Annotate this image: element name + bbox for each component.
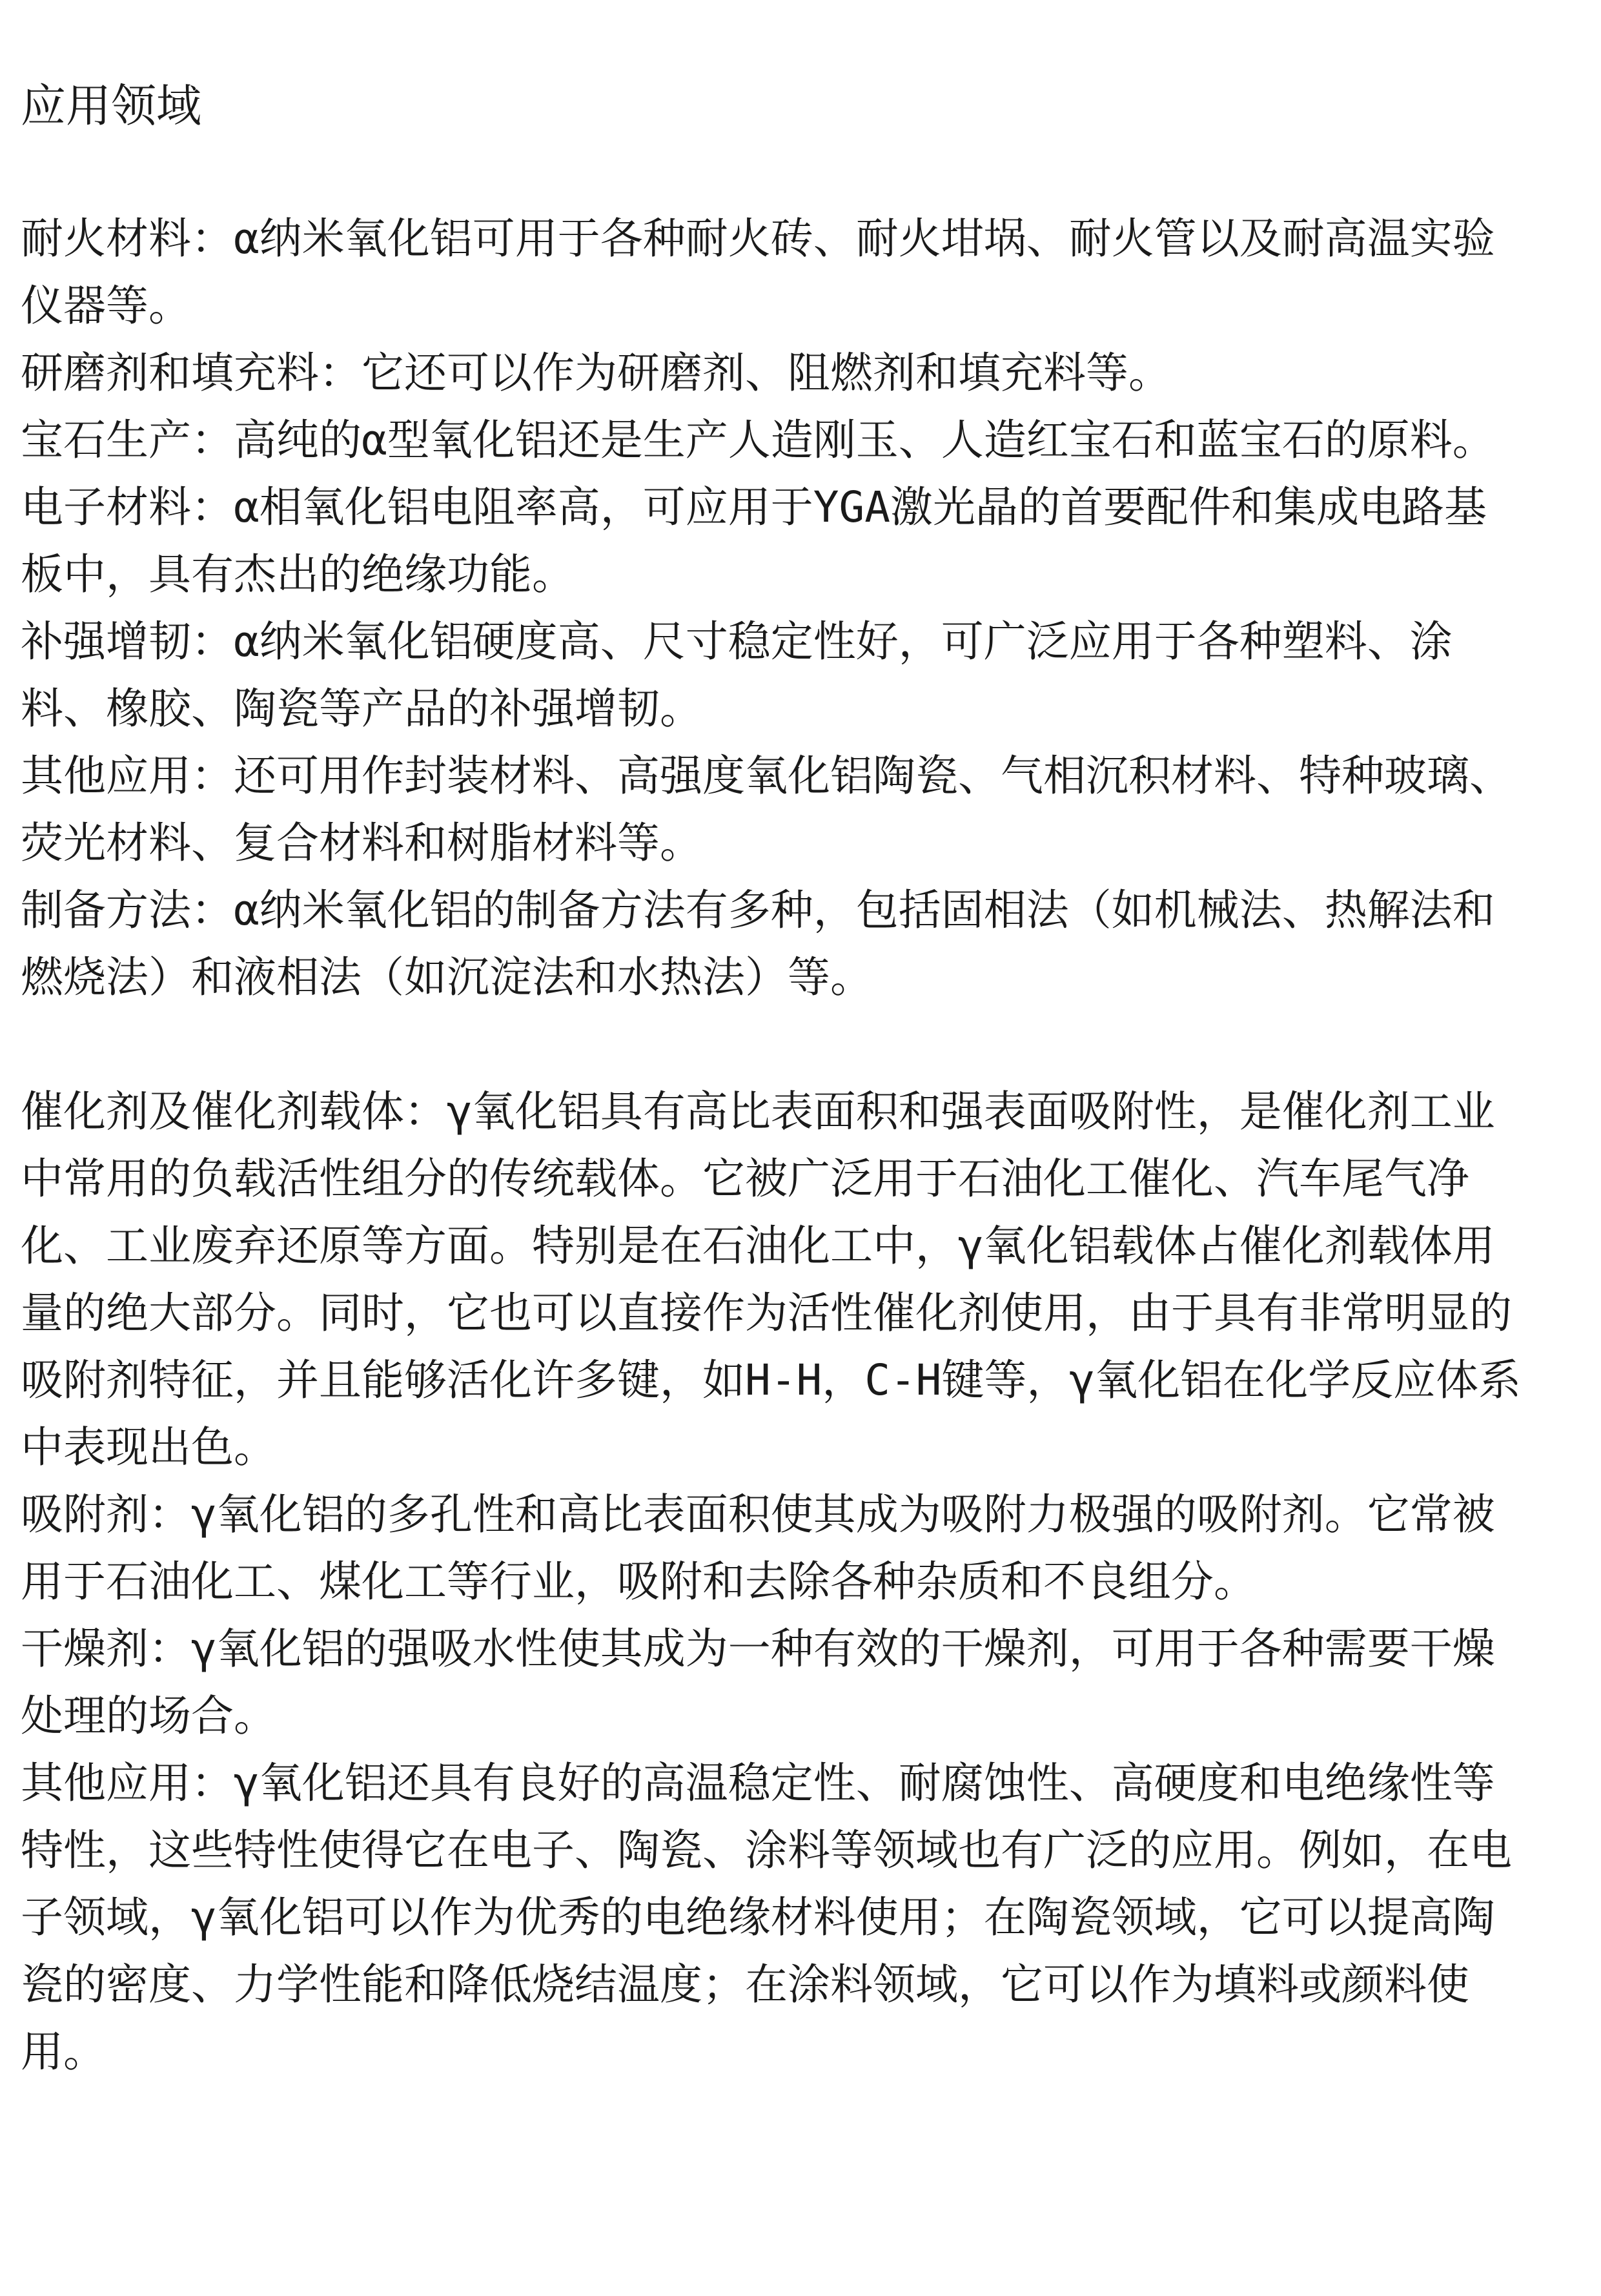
alpha-alumina-section	[21, 205, 1525, 1011]
paragraph-gemstone: 宝石生产：高纯的α型氧化铝还是生产人造刚玉、人造红宝石和蓝宝石的原料。	[21, 415, 1495, 465]
paragraph-adsorbent: 吸附剂：γ氧化铝的多孔性和高比表面积使其成为吸附力极强的吸附剂。它常被用于石油化工、煤化工等行业，吸附和去除各种杂质和不良组分。	[21, 1490, 1495, 1606]
paragraph-preparation: 制备方法：α纳米氧化铝的制备方法有多种，包括固相法（如机械法、热解法和燃烧法）和液相法（如沉淀法和水热法）等。	[21, 885, 1495, 1002]
section-divider	[21, 1011, 1525, 1078]
paragraph-electronic: 电子材料：α相氧化铝电阻率高，可应用于YGA激光晶的首要配件和集成电路基板中，具有杰出的绝缘功能。	[21, 482, 1487, 599]
paragraph-abrasive: 研磨剂和填充料：它还可以作为研磨剂、阻燃剂和填充料等。	[21, 348, 1171, 398]
page-title: 应用领域	[21, 79, 201, 132]
paragraph-desiccant: 干燥剂：γ氧化铝的强吸水性使其成为一种有效的干燥剂，可用于各种需要干燥处理的场合。	[21, 1624, 1495, 1741]
paragraph-refractory: 耐火材料：α纳米氧化铝可用于各种耐火砖、耐火坩埚、耐火管以及耐高温实验仪器等。	[21, 214, 1495, 331]
paragraph-other-applications: 其他应用：还可用作封装材料、高强度氧化铝陶瓷、气相沉积材料、特种玻璃、荧光材料、复合材料和树脂材料等。	[21, 751, 1512, 868]
paragraph-reinforcement: 补强增韧：α纳米氧化铝硬度高、尺寸稳定性好，可广泛应用于各种塑料、涂料、橡胶、陶瓷等产品的补强增韧。	[21, 617, 1453, 733]
document-page	[21, 72, 1525, 2086]
paragraph-catalyst: 催化剂及催化剂载体：γ氧化铝具有高比表面积和强表面吸附性，是催化剂工业中常用的负载活性组分的传统载体。它被广泛用于石油化工催化、汽车尾气净化、工业废弃还原等方面。特别是在石油化工中，γ氧化铝载体占催化剂载体用量的绝大部分。同时，它也可以直接作为活性催化剂使用，由于具有非常明显的吸附剂特征，并且能够活化许多键，如H-H，C-H键等，γ氧化铝在化学反应体系中表现出色。	[21, 1087, 1522, 1472]
paragraph-other-uses: 其他应用：γ氧化铝还具有良好的高温稳定性、耐腐蚀性、高硬度和电绝缘性等特性，这些特性使得它在电子、陶瓷、涂料等领域也有广泛的应用。例如，在电子领域，γ氧化铝可以作为优秀的电绝缘材料使用；在陶瓷领域，它可以提高陶瓷的密度、力学性能和降低烧结温度；在涂料领域，它可以作为填料或颜料使用。	[21, 1758, 1512, 2076]
gamma-alumina-section	[21, 1078, 1525, 2086]
